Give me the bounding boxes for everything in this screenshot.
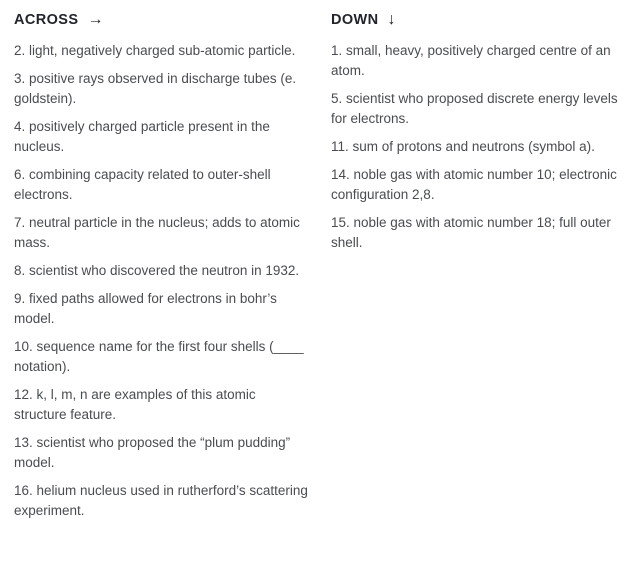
down-clue-11: 11. sum of protons and neutrons (symbol a). <box>331 139 595 154</box>
down-section <box>317 0 634 561</box>
across-title: ACROSS <box>14 12 79 28</box>
across-heading <box>14 12 309 29</box>
across-clue-16: 16. helium nucleus used in rutherford’s scattering experiment. <box>14 483 308 518</box>
right-arrow-icon: → <box>87 11 104 28</box>
across-clue-10: 10. sequence name for the first four shells (____ notation). <box>14 339 304 374</box>
across-clue-9: 9. fixed paths allowed for electrons in bohr’s model. <box>14 291 277 326</box>
across-clue-6: 6. combining capacity related to outer-shell electrons. <box>14 167 271 202</box>
across-clue-7: 7. neutral particle in the nucleus; adds to atomic mass. <box>14 215 300 250</box>
down-clue-15: 15. noble gas with atomic number 18; full outer shell. <box>331 215 611 250</box>
across-clue-13: 13. scientist who proposed the “plum pudding” model. <box>14 435 291 470</box>
across-clue-12: 12. k, l, m, n are examples of this atomic structure feature. <box>14 387 256 422</box>
across-clue-3: 3. positive rays observed in discharge tubes (e. goldstein). <box>14 71 297 106</box>
across-clue-2: 2. light, negatively charged sub-atomic particle. <box>14 43 296 58</box>
down-clue-14: 14. noble gas with atomic number 10; electronic configuration 2,8. <box>331 167 617 202</box>
down-clue-5: 5. scientist who proposed discrete energy levels for electrons. <box>331 91 618 126</box>
down-clue-1: 1. small, heavy, positively charged centre of an atom. <box>331 43 611 78</box>
across-clue-8: 8. scientist who discovered the neutron in 1932. <box>14 263 300 278</box>
down-heading <box>331 12 626 29</box>
down-title: DOWN <box>331 12 379 28</box>
across-clue-4: 4. positively charged particle present in the nucleus. <box>14 119 270 154</box>
down-arrow-icon: ↓ <box>387 11 396 28</box>
